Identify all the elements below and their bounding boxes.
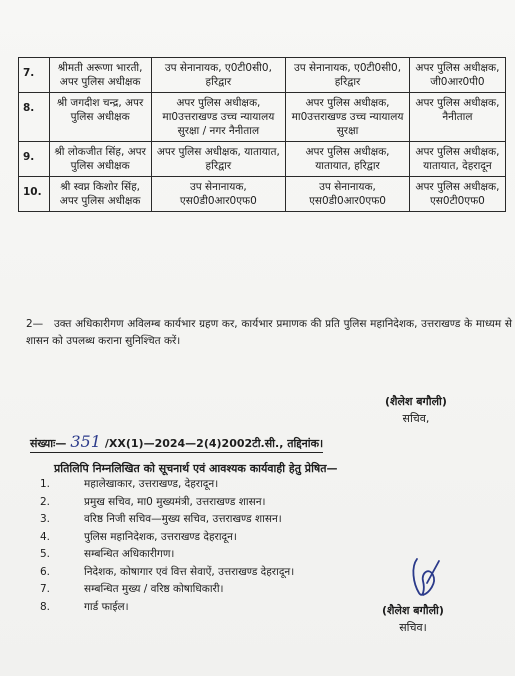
current-post-cell: उप सेनानायक, एस0डी0आर0एफ0 (151, 177, 286, 212)
list-item-text: सम्बन्धित अधिकारीगण। (84, 548, 175, 560)
transfer-table (18, 57, 506, 212)
additional-charge-cell: अपर पुलिस अधीक्षक, जी0आर0पी0 (409, 58, 505, 93)
row-number-cell: 7. (19, 58, 50, 93)
list-item-text: प्रमुख सचिव, मा0 मुख्यमंत्री, उत्तराखण्ड शासन। (84, 495, 266, 508)
reference-prefix: संख्याः— (30, 437, 67, 450)
row-number-cell: 9. (19, 142, 50, 177)
list-item-number: 4. (40, 530, 51, 543)
table-row (19, 93, 506, 142)
list-item-number: 3. (40, 513, 51, 525)
additional-charge-cell: अपर पुलिस अधीक्षक, नैनीताल (409, 93, 505, 142)
reference-suffix: /XX(1)—2024—2(4)2002टी.सी., तद्दिनांक। (104, 437, 324, 450)
list-item (40, 529, 294, 547)
copy-to-list (40, 476, 294, 616)
copy-to-heading: प्रतिलिपि निम्नलिखित को सूचनार्थ एवं आवश्यक कार्यवाही हेतु प्रेषित— (54, 462, 338, 475)
list-item (40, 599, 294, 617)
signatory-name: (शैलेश बगौली) (385, 395, 447, 408)
list-item (40, 581, 294, 599)
current-post-cell: अपर पुलिस अधीक्षक, मा0उत्तराखण्ड उच्च न्यायालय सुरक्षा / नगर नैनीताल (151, 93, 286, 142)
table-row (19, 58, 506, 93)
row-number-cell: 10. (19, 177, 50, 212)
list-item-text: सम्बन्धित मुख्य / वरिष्ठ कोषाधिकारी। (84, 583, 224, 595)
additional-charge-cell: अपर पुलिस अधीक्षक, यातायात, देहरादून (409, 142, 505, 177)
signatory-title: सचिव, (402, 412, 430, 425)
officer-name-cell: श्री जगदीश चन्द्र, अपर पुलिस अधीक्षक (49, 93, 151, 142)
officer-name-cell: श्री लोकजीत सिंह, अपर पुलिस अधीक्षक (49, 142, 151, 177)
list-item (40, 494, 294, 512)
list-item-number: 7. (40, 583, 51, 595)
current-post-cell: उप सेनानायक, ए0टी0सी0, हरिद्वार (151, 58, 286, 93)
list-item-number: 2. (40, 495, 51, 508)
additional-charge-cell: अपर पुलिस अधीक्षक, एस0टी0एफ0 (409, 177, 505, 212)
new-post-cell: उप सेनानायक, ए0टी0सी0, हरिद्वार (286, 58, 410, 93)
list-item-number: 8. (40, 600, 51, 613)
new-post-cell: अपर पुलिस अधीक्षक, मा0उत्तराखण्ड उच्च न्यायालय सुरक्षा (286, 93, 410, 142)
table-row (19, 177, 506, 212)
handwritten-number: 351 (70, 432, 101, 451)
officer-name-cell: श्रीमती अरूणा भारती, अपर पुलिस अधीक्षक (49, 58, 151, 93)
list-item (40, 546, 294, 564)
list-item (40, 564, 294, 582)
paragraph-number: 2— (26, 318, 44, 330)
signature-block-1 (385, 393, 447, 427)
list-item-number: 1. (40, 478, 51, 490)
list-item-text: महालेखाकार, उत्तराखण्ड, देहरादून। (84, 478, 219, 490)
list-item (40, 511, 294, 529)
list-item-text: गार्ड फाईल। (84, 600, 129, 613)
list-item-number: 5. (40, 548, 51, 560)
list-item-text: निदेशक, कोषागार एवं वित्त सेवाऐं, उत्तराखण्ड देहरादून। (84, 565, 295, 578)
list-item (40, 476, 294, 494)
row-number-cell: 8. (19, 93, 50, 142)
instruction-paragraph (26, 316, 512, 350)
reference-number-line (30, 432, 323, 453)
paragraph-text: उक्त अधिकारीगण अविलम्ब कार्यभार ग्रहण कर, कार्यभार प्रमाणक की प्रति पुलिस महानिदेशक, उत्तराखण्ड के माध्यम से शासन को उपलब्ध कराना सुनिश्चित करें। (26, 318, 512, 347)
signatory-name-2: (शैलेश बगौली) (382, 604, 444, 617)
list-item-number: 6. (40, 565, 51, 578)
signatory-title-2: सचिव। (399, 621, 427, 634)
new-post-cell: अपर पुलिस अधीक्षक, यातायात, हरिद्वार (286, 142, 410, 177)
table-row (19, 142, 506, 177)
handwritten-signature (405, 553, 445, 603)
list-item-text: पुलिस महानिदेशक, उत्तराखण्ड देहरादून। (84, 530, 237, 543)
list-item-text: वरिष्ठ निजी सचिव—मुख्य सचिव, उत्तराखण्ड शासन। (84, 513, 282, 525)
signature-block-2 (382, 602, 444, 636)
new-post-cell: उप सेनानायक, एस0डी0आर0एफ0 (286, 177, 410, 212)
current-post-cell: अपर पुलिस अधीक्षक, यातायात, हरिद्वार (151, 142, 286, 177)
officer-name-cell: श्री स्वप्न किशोर सिंह, अपर पुलिस अधीक्षक (49, 177, 151, 212)
